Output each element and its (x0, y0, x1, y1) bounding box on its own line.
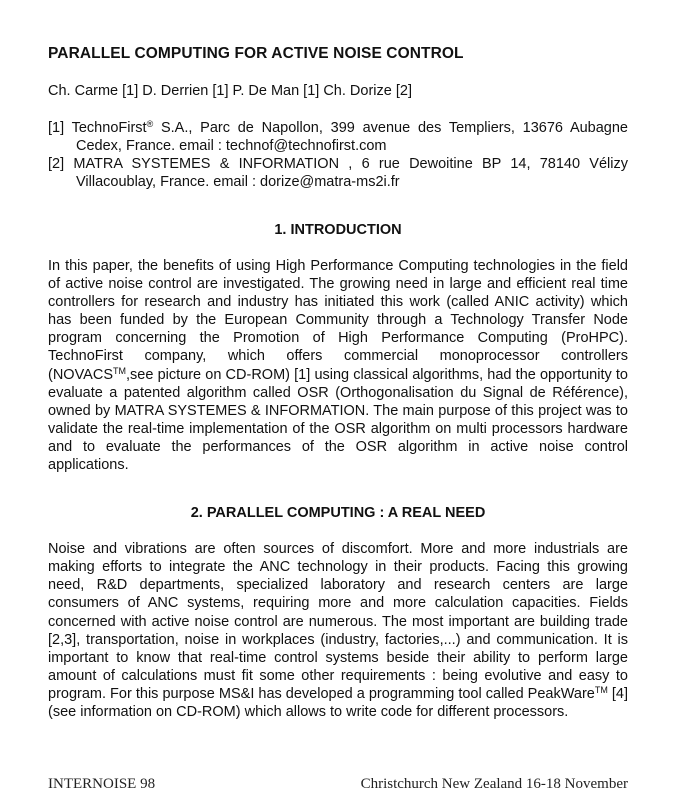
intro-text-part-1: In this paper, the benefits of using High Performance Computing technologies in the field of active noise control are investigated. The growing need in large and efficient real time controllers for research and industry has initiated this work (called ANIC activity) which has been funded by the European Community through a Technology Transfer Node program concerning the Promotion of High Performance Computing (ProHPC). TechnoFirst company, which offers commercial monoprocessor controllers (NOVACS (48, 258, 628, 383)
parallel-text-part-2: [4] (see information on CD-ROM) which allows to write code for different processors. (48, 685, 629, 720)
registered-mark: ® (146, 119, 154, 129)
affiliation-2: [2] MATRA SYSTEMES & INFORMATION , 6 rue Dewoitine BP 14, 78140 Vélizy Villacoublay, France. email : dorize@matra-ms2i.fr (48, 156, 628, 190)
paper-page (48, 44, 628, 721)
section-heading-parallel-computing: 2. PARALLEL COMPUTING : A REAL NEED (190, 505, 486, 522)
section-heading-introduction: 1. INTRODUCTION (274, 222, 402, 238)
section-body-introduction (48, 257, 628, 474)
footer-location-date: Christchurch New Zealand 16-18 November (360, 776, 628, 792)
trademark-sup: TM (594, 684, 608, 695)
trademark-sup: TM (113, 365, 126, 376)
author-list: Ch. Carme [1] D. Derrien [1] P. De Man [1] Ch. Dorize [2] (48, 83, 412, 99)
affiliation-1 (48, 119, 628, 155)
section-body-parallel-computing (48, 540, 628, 721)
intro-text-part-2: ,see picture on CD-ROM) [1] using classical algorithms, had the opportunity to evaluate a patented algorithm called OSR (Orthogonalisation du Signal de Référence), owned by MATRA SYSTEMES & INFORMATION. The main purpose of this project was to validate the real-time implementation of the OSR algorithm on multi processors hardware and to evaluate the performances of the OSR algorithm in active noise control applications. (48, 366, 628, 474)
paper-title: PARALLEL COMPUTING FOR ACTIVE NOISE CONTROL (48, 45, 464, 62)
parallel-text-part-1: Noise and vibrations are often sources of discomfort. More and more industrials are making efforts to integrate the ANC technology in their products. Facing this growing need, R&D departments, specialized laboratory and research centers are large consumers of ANC systems, requiring more and more calculation capacities. Fields concerned with active noise control are numerous. The most important are building trade [2,3], transportation, noise in workplaces (industry, factories,...) and communication. It is important to know that real-time control systems beside their ability to perform large amount of calculations must fit some other requirements : being evolutive and easy to program. For this purpose MS&I has developed a programming tool called PeakWare (48, 541, 628, 702)
affiliation-1-after: S.A., Parc de Napollon, 399 avenue des Templiers, 13676 Aubagne Cedex, France. email : technof@technofirst.com (76, 120, 628, 154)
affiliation-1-before: [1] TechnoFirst (48, 120, 147, 136)
footer-conference: INTERNOISE 98 (48, 776, 156, 792)
